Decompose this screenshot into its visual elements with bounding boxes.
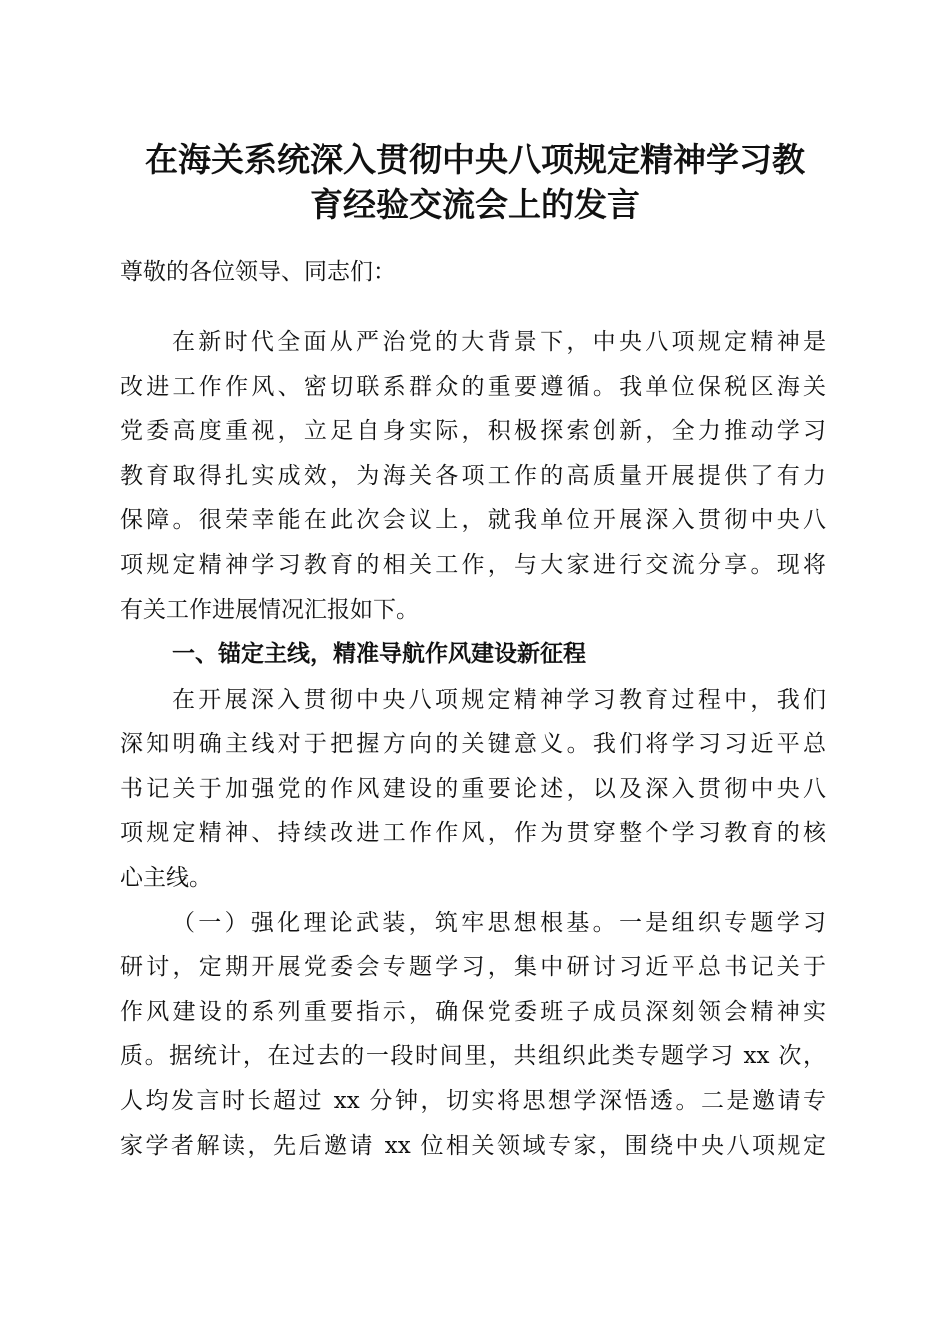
text-line: 书记关于加强党的作风建设的重要论述，以及深入贯彻中央八: [120, 775, 826, 802]
text-line: 党委高度重视，立足自身实际，积极探索创新，全力推动学习: [120, 418, 826, 445]
paragraph: [120, 903, 826, 1171]
text-line: 在新时代全面从严治党的大背景下，中央八项规定精神是: [172, 329, 826, 355]
text-line: 作风建设的系列重要指示，确保党委班子成员深刻领会精神实: [120, 998, 826, 1025]
text-line: 家学者解读，先后邀请 xx 位相关领域专家，围绕中央八项规定: [120, 1132, 826, 1159]
text-line: 心主线。: [120, 865, 212, 892]
text-line: 保障。很荣幸能在此次会议上，就我单位开展深入贯彻中央八: [120, 507, 826, 534]
text-line: 在开展深入贯彻中央八项规定精神学习教育过程中，我们: [172, 686, 826, 713]
section-heading: [120, 634, 826, 680]
document-title-line-1: 在海关系统深入贯彻中央八项规定精神学习教: [145, 140, 805, 179]
text-line: 改进工作作风、密切联系群众的重要遵循。我单位保税区海关: [120, 373, 826, 400]
text-line: 教育取得扎实成效，为海关各项工作的高质量开展提供了有力: [120, 462, 826, 489]
text-line: 研讨，定期开展党委会专题学习，集中研讨习近平总书记关于: [120, 954, 826, 981]
text-line: 有关工作进展情况汇报如下。: [120, 596, 419, 623]
paragraph: [120, 680, 826, 903]
text-line: 项规定精神学习教育的相关工作，与大家进行交流分享。现将: [120, 551, 826, 578]
document-body: [120, 252, 826, 1170]
text-line: 深知明确主线对于把握方向的关键意义。我们将学习习近平总: [120, 731, 826, 758]
text-line: （一）强化理论武装，筑牢思想根基。一是组织专题学习: [172, 909, 826, 936]
salutation: [120, 252, 826, 322]
text-line: 尊敬的各位领导、同志们：: [120, 259, 396, 285]
text-line: 一、锚定主线，精准导航作风建设新征程: [172, 641, 586, 668]
text-line: 质。据统计，在过去的一段时间里，共组织此类专题学习 xx 次，: [120, 1043, 826, 1070]
text-line: 人均发言时长超过 xx 分钟，切实将思想学深悟透。二是邀请专: [120, 1088, 826, 1114]
document-title-line-2: 育经验交流会上的发言: [310, 185, 640, 224]
text-line: 项规定精神、持续改进工作作风，作为贯穿整个学习教育的核: [120, 820, 826, 847]
paragraph: [120, 322, 826, 634]
